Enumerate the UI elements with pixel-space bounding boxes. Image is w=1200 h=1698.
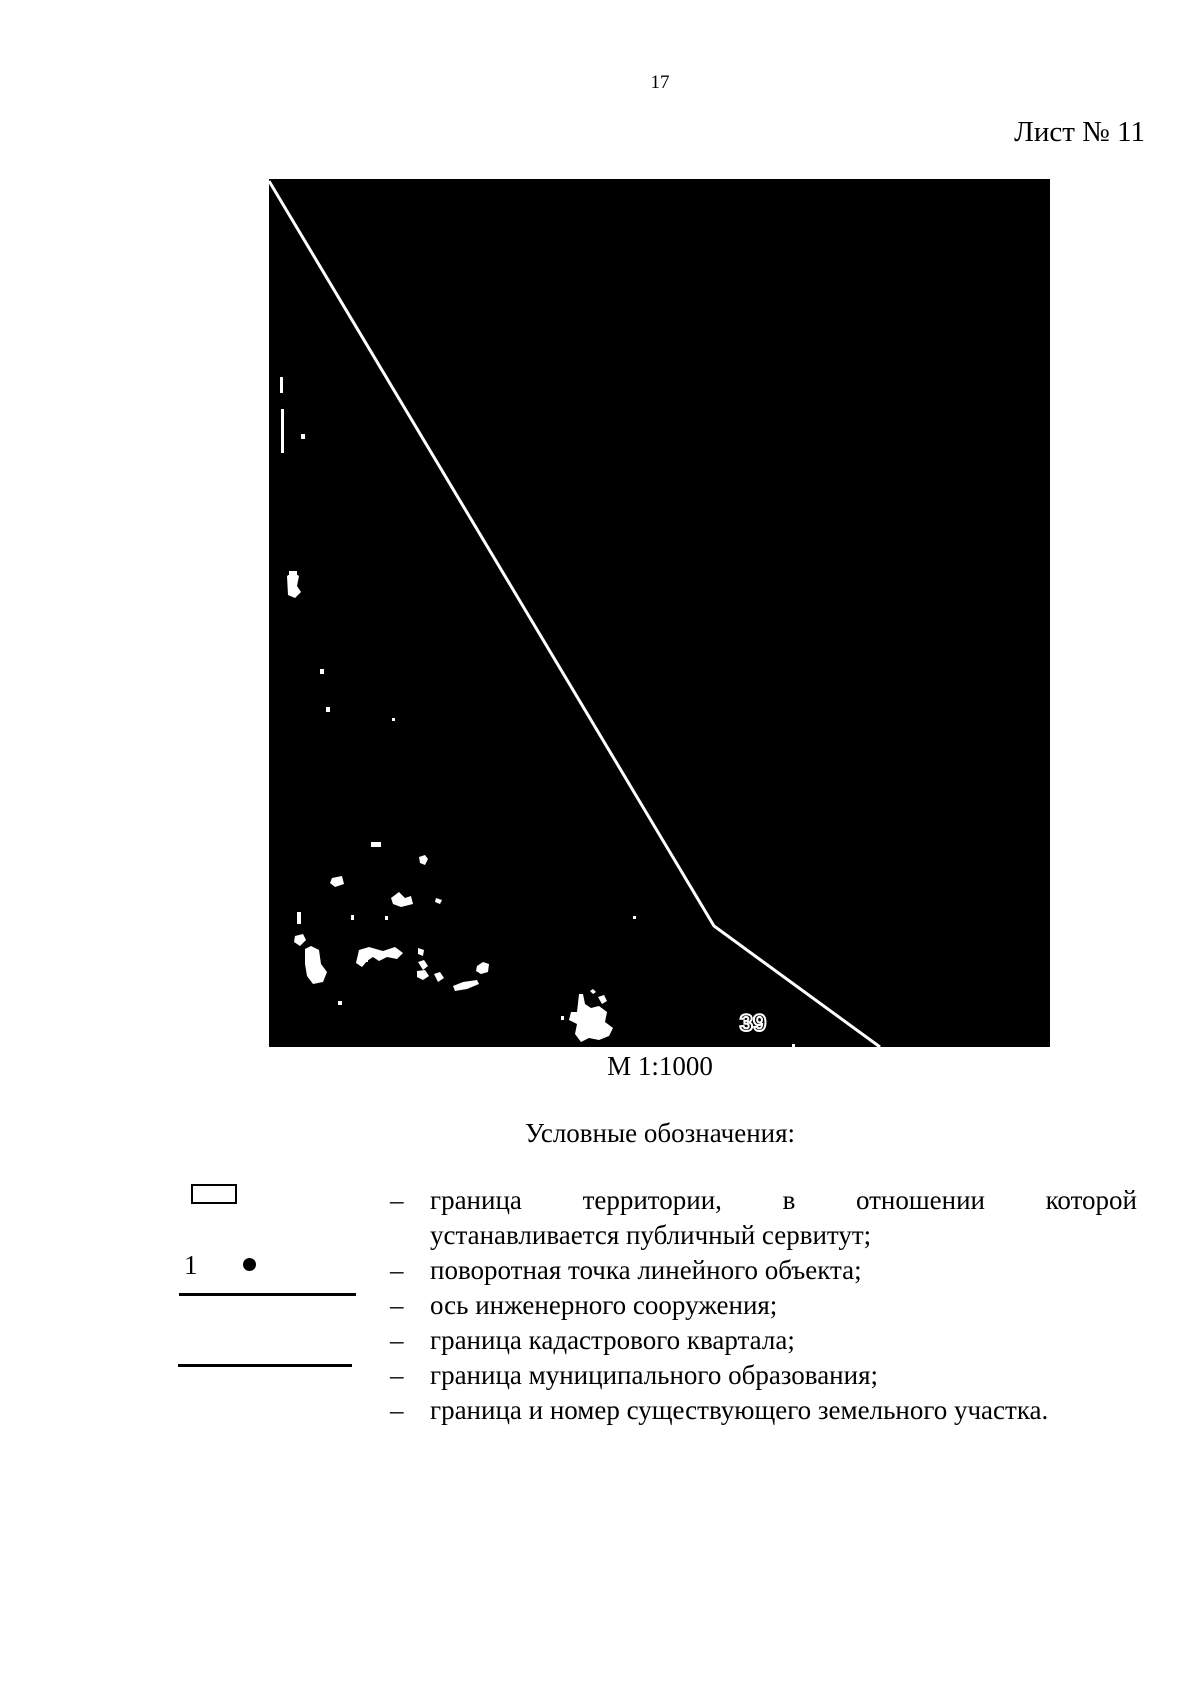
turning-point-number: 1	[184, 1250, 198, 1280]
legend-item-line: граница территории, в отношении которой	[430, 1185, 1137, 1215]
legend-item: – ось инженерного сооружения;	[390, 1290, 778, 1320]
legend-items	[390, 1183, 1137, 1428]
map-image	[269, 179, 1050, 1047]
legend-title: Условные обозначения:	[524, 1118, 796, 1148]
legend-item: – граница и номер существующего земельного участка.	[390, 1395, 1049, 1425]
legend-item: – граница муниципального образования;	[390, 1360, 879, 1390]
engineering-axis-symbol	[179, 1293, 356, 1296]
turning-point-symbol	[184, 1250, 274, 1278]
sheet-label: Лист № 11	[1014, 116, 1145, 148]
legend-item: – граница кадастрового квартала;	[390, 1325, 795, 1355]
parcel-number: 39	[739, 1010, 767, 1037]
municipal-boundary-symbol	[178, 1364, 352, 1367]
legend-item	[390, 1183, 1137, 1253]
legend-item-line: устанавливается публичный сервитут;	[430, 1220, 872, 1250]
turning-point-dot-icon	[243, 1258, 256, 1271]
page-number: 17	[650, 72, 670, 93]
legend-dash: –	[390, 1185, 404, 1215]
servitude-boundary-symbol	[191, 1184, 237, 1204]
legend-item: – поворотная точка линейного объекта;	[390, 1255, 862, 1285]
map-scale: М 1:1000	[607, 1051, 713, 1081]
